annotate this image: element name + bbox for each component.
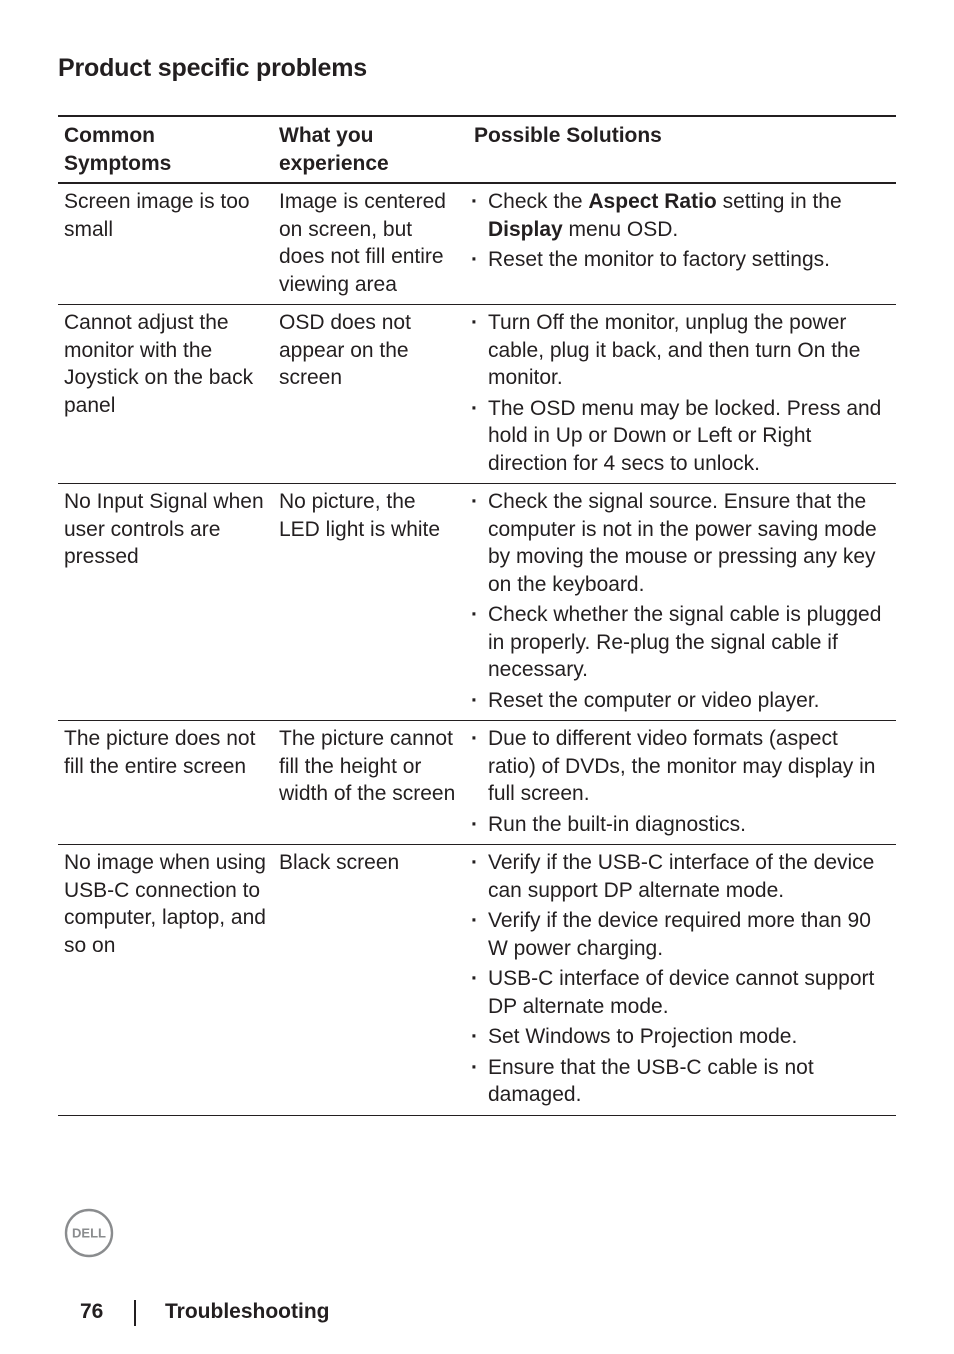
table-row: [58, 484, 896, 721]
symptom-cell: No Input Signal when user controls are pressed: [58, 484, 273, 721]
table-row: [58, 845, 896, 1116]
table-header-row: [58, 116, 896, 183]
solution-item: [474, 907, 890, 962]
solution-item: [474, 811, 890, 839]
solution-text: Run the built-in diagnostics.: [488, 812, 746, 836]
symptom-cell: Cannot adjust the monitor with the Joystick on the back panel: [58, 305, 273, 484]
solution-text: Ensure that the USB-C cable is not damaged.: [488, 1055, 814, 1106]
header-possible-solutions: Possible Solutions: [468, 116, 896, 183]
solutions-cell: [468, 305, 896, 484]
table-body: [58, 183, 896, 1115]
solution-text: Due to different video formats (aspect ratio) of DVDs, the monitor may display in full screen.: [488, 727, 876, 805]
solution-text: Verify if the USB-C interface of the device can support DP alternate mode.: [488, 851, 875, 902]
dell-logo: [64, 1208, 114, 1263]
solutions-list: [474, 849, 890, 1109]
footer-section-title: Troubleshooting: [165, 1300, 330, 1323]
dell-logo-text: DELL: [72, 1225, 106, 1241]
solution-text: Check whether the signal cable is plugged in properly. Re-plug the signal cable if necessary.: [488, 603, 882, 681]
solution-text: USB-C interface of device cannot support DP alternate mode.: [488, 967, 875, 1018]
table-row: [58, 305, 896, 484]
solution-item: [474, 1054, 890, 1109]
page-number: 76: [80, 1300, 104, 1323]
solutions-cell: [468, 183, 896, 305]
solution-item: [474, 246, 890, 274]
solution-text: Check the signal source. Ensure that the computer is not in the power saving mode by moving the mouse or pressing any key on the keyboard.: [488, 490, 877, 596]
solution-text: The OSD menu may be locked. Press and hold in Up or Down or Left or Right direction for 4 secs to unlock.: [488, 396, 882, 475]
solution-text: Reset the monitor to factory settings.: [488, 248, 830, 271]
solution-item: [474, 965, 890, 1020]
symptom-cell: No image when using USB-C connection to computer, laptop, and so on: [58, 845, 273, 1116]
header-what-you-experience: What you experience: [273, 116, 468, 183]
header-common-symptoms: Common Symptoms: [58, 116, 273, 183]
solution-item: [474, 1023, 890, 1051]
solutions-list: [474, 488, 890, 714]
experience-cell: OSD does not appear on the screen: [273, 305, 468, 484]
solution-item: [474, 725, 890, 808]
experience-cell: The picture cannot fill the height or width of the screen: [273, 721, 468, 845]
solutions-cell: [468, 484, 896, 721]
solution-item: [474, 309, 890, 392]
solution-item: [474, 849, 890, 904]
table-row: [58, 183, 896, 305]
solution-text: Verify if the device required more than 90 W power charging.: [488, 909, 871, 960]
solution-item: [474, 188, 890, 243]
solutions-list: [474, 309, 890, 477]
experience-cell: Black screen: [273, 845, 468, 1116]
solutions-cell: [468, 721, 896, 845]
experience-cell: No picture, the LED light is white: [273, 484, 468, 721]
footer-divider: [134, 1300, 136, 1326]
table-row: [58, 721, 896, 845]
solution-text: Check the: [488, 190, 589, 213]
solution-item: [474, 488, 890, 598]
experience-cell: Image is centered on screen, but does not fill entire viewing area: [273, 183, 468, 305]
page-heading: Product specific problems: [58, 54, 367, 82]
solution-text: menu OSD.: [562, 217, 679, 241]
solution-item: [474, 601, 890, 684]
symptom-cell: Screen image is too small: [58, 183, 273, 305]
solution-text: Reset the computer or video player.: [488, 688, 820, 712]
solutions-cell: [468, 845, 896, 1116]
solution-text: Turn Off the monitor, unplug the power cable, plug it back, and then turn On the monitor.: [488, 311, 861, 389]
solution-text: setting in the: [716, 190, 842, 213]
solutions-list: [474, 188, 890, 274]
solution-bold-text: Aspect Ratio: [588, 190, 717, 213]
solution-item: [474, 687, 890, 715]
solution-text: Set Windows to Projection mode.: [488, 1025, 798, 1048]
solution-bold-text: Display: [488, 217, 563, 241]
problems-table: [58, 115, 896, 1116]
symptom-cell: The picture does not fill the entire screen: [58, 721, 273, 845]
solutions-list: [474, 725, 890, 838]
solution-item: [474, 395, 890, 478]
